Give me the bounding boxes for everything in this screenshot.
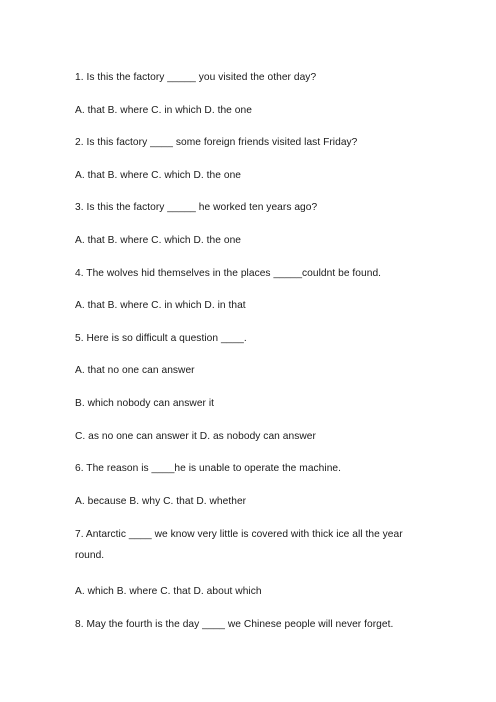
options-2: A. that B. where C. which D. the one [75, 169, 242, 181]
options-4: A. that B. where C. in which D. in that [75, 300, 246, 312]
question-5: 5. Here is so difficult a question ____. [75, 332, 247, 344]
options-7: A. which B. where C. that D. about which [75, 585, 262, 597]
option-5b: B. which nobody can answer it [75, 397, 215, 409]
options-6: A. because B. why C. that D. whether [75, 495, 247, 507]
question-6: 6. The reason is ____he is unable to operate the machine. [75, 463, 342, 475]
question-7: 7. Antarctic ____ we know very little is covered with thick ice all the year round. [75, 529, 403, 562]
options-3: A. that B. where C. which D. the one [75, 234, 242, 246]
question-list [75, 71, 427, 650]
question-2: 2. Is this factory ____ some foreign friends visited last Friday? [75, 137, 358, 149]
options-1: A. that B. where C. in which D. the one [75, 104, 252, 116]
option-5cd: C. as no one can answer it D. as nobody can answer [75, 430, 316, 442]
question-1: 1. Is this the factory _____ you visited the other day? [75, 72, 317, 83]
question-4: 4. The wolves hid themselves in the places _____couldnt be found. [75, 267, 382, 279]
option-5a: A. that no one can answer [75, 365, 195, 377]
question-3: 3. Is this the factory _____ he worked ten years ago? [75, 202, 318, 214]
question-8: 8. May the fourth is the day ____ we Chinese people will never forget. [75, 618, 394, 630]
